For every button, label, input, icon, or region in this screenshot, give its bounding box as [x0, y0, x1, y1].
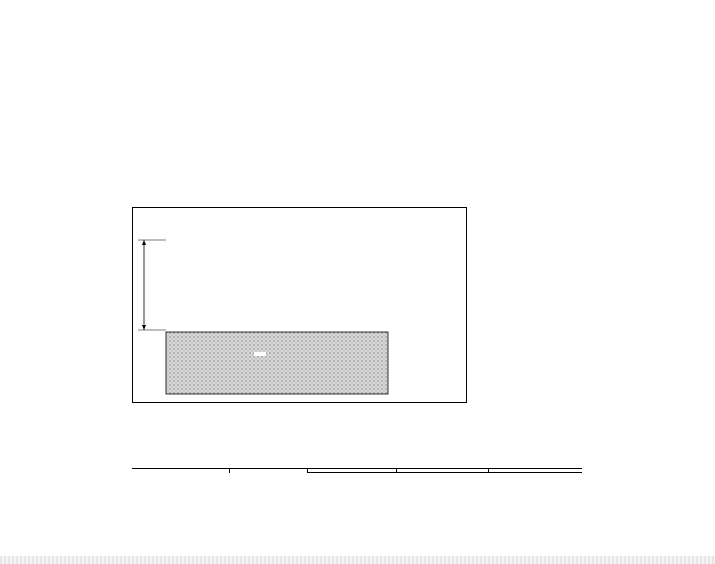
unit-db	[396, 472, 446, 473]
base-layer	[166, 332, 388, 394]
arrow-down-icon	[142, 325, 146, 330]
attenuation-table	[132, 468, 582, 473]
layer-sketch-figure	[132, 207, 467, 403]
layer-sketch-drawing	[133, 208, 468, 404]
unit-pct	[363, 472, 396, 473]
unit-pct	[446, 472, 488, 473]
header-distance	[230, 469, 308, 473]
unit-pct	[542, 472, 582, 473]
arrow-up-icon	[142, 240, 146, 245]
page-bottom-edge	[0, 556, 715, 564]
unit-db	[489, 472, 542, 473]
base-label	[254, 352, 266, 356]
unit-db	[308, 472, 364, 473]
table-caption	[132, 432, 692, 445]
header-layer-number	[132, 469, 230, 473]
